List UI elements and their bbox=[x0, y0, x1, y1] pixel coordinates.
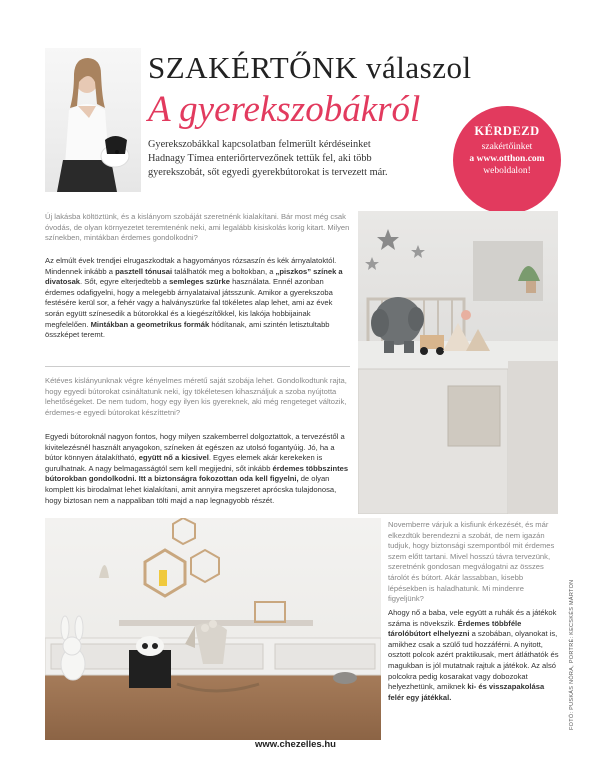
photo-credit-text: FOTÓ: PUSKÁS NÓRA, PORTRÉ: KECSKÉS MÁRTON bbox=[569, 579, 575, 730]
answer-3 bbox=[388, 608, 560, 703]
page-title: SZAKÉRTŐNK válaszol bbox=[148, 50, 472, 85]
answer-1-bold-4: Mintákban a geometrikus formák bbox=[90, 319, 210, 329]
question-2 bbox=[45, 376, 350, 418]
answer-1-part-2: találhatók meg a boltokban, a bbox=[174, 266, 274, 276]
shelves-illustration bbox=[45, 518, 381, 740]
answer-3-bold-2: ki- és visszapakolása felér egy játékkal. bbox=[388, 682, 545, 702]
answer-2-part-2: . Egyes elemek akár kerekeken is gurulhatnak. A nagy belmagasságtól sem kell megijedni, sőt inkább bbox=[45, 453, 323, 473]
answer-2-part-3: de olyan komplett kis birodalmat lehet kialakítani, amit annyira megszeret aprócska tulajdonosa, hogy biztosan nem a nappaliban tölti majd a nap legnagyobb részét. bbox=[45, 474, 337, 505]
badge-line-4: weboldalon! bbox=[483, 166, 531, 176]
nursery-photo bbox=[358, 211, 558, 514]
shelves-photo bbox=[45, 518, 381, 740]
answer-3-part-2: a szobában, olyanokat is, amikhez csak a szülő tud hozzáférni. A nyitott, osztott polcok azért praktikusak, mert átláthatók és magukban is jól mutatnak rajtuk a játékok. Az alsó polcokra pedig kosarakat vagy dobozokat helyezhetünk, amiknek bbox=[388, 629, 559, 692]
answer-1-text bbox=[45, 256, 350, 341]
question-1-text: Új lakásba költöztünk, és a kislányom szobáját szeretnénk kialakítani. Bár most még csak óvodás, de olyan környezetet teremtenénk neki, ami legalább kisiskolás korig kitart. Milyen színekben, mintákban érdemes gondolkodni? bbox=[45, 212, 350, 243]
column-divider bbox=[45, 366, 350, 367]
answer-1-bold-2: „piszkos” színek a divatosak bbox=[45, 266, 343, 287]
question-1 bbox=[45, 212, 350, 244]
answer-1-part-3: . Sőt, egyre elterjedtebb a bbox=[80, 277, 168, 287]
portrait-illustration bbox=[45, 48, 141, 192]
answer-1-part-1: Az elmúlt évek trendjei elrugaszkodtak a hagyományos rózsaszín és kék árnyalatoktól. Mindennek inkább a bbox=[45, 256, 337, 276]
answer-1-bold-3: semleges szürke bbox=[169, 277, 230, 287]
answer-1 bbox=[45, 256, 350, 341]
question-3 bbox=[388, 520, 560, 605]
answer-3-text bbox=[388, 608, 560, 703]
photo-credit bbox=[569, 560, 577, 740]
ask-expert-badge[interactable] bbox=[453, 106, 561, 214]
badge-website[interactable]: a www.otthon.com bbox=[469, 154, 545, 164]
answer-1-part-5: hódítanak, ami szintén letisztultabb összképet teremt. bbox=[45, 319, 330, 340]
intro-text: Gyerekszobákkal kapcsolatban felmerült kérdéseinket Hadnagy Tímea enteriőrtervezőnek tettük fel, aki több gyerekszobát, sőt egyedi gyerekbútorokat is tervezett már. bbox=[148, 139, 388, 178]
answer-2 bbox=[45, 432, 350, 506]
answer-2-bold-2: érdemes többszintes bútorokban gondolkodni. Itt a biztonságra fokozottan oda kell figyelni, bbox=[45, 463, 349, 484]
answer-2-bold-1: együtt nő a kicsivel bbox=[138, 453, 209, 463]
intro-paragraph bbox=[148, 138, 398, 180]
badge-heading: KÉRDEZD bbox=[474, 124, 540, 138]
answer-3-bold-1: Érdemes többféle tárolóbútort elhelyezni bbox=[388, 618, 522, 639]
nursery-illustration bbox=[358, 211, 558, 514]
question-2-text: Kétéves kislányunknak végre kényelmes méretű saját szobája lehet. Gondolkodtunk rajta, hogy egyedi bútorokat csináltatunk neki, így tökéletesen kihasználjuk a szoba nyújtotta lehetőségeket. De nem tudom, hogy egy ilyen kis gyereknek, aki még rengeteget változik, érdemes-e egyedi bútorokat készíttetni? bbox=[45, 376, 347, 417]
expert-portrait bbox=[45, 48, 141, 192]
answer-2-text bbox=[45, 432, 350, 506]
answer-2-part-1: Egyedi bútoroknál nagyon fontos, hogy milyen szakemberrel dolgoztattok, a tervezéstől a kivitelezésnél használt anyagokon, színeken át egészen az utolsó fogantyúig. Jó, ha a bútor könnyen átalakítható, bbox=[45, 432, 345, 463]
answer-1-part-4: használata. Ennél azonban érdemes odafigyelni, hogy a melegebb árnyalataival játsszunk. Amikor a gyerekszoba festésére kerül sor, a fehér vagy a halványszürke fal tökéletes alap lehet, ami az évek során együtt színesedik a bútorokkal és a kiegészítőkkel, kis lakója hobbijainak megfelelően. bbox=[45, 277, 333, 329]
footer-url[interactable]: www.chezelles.hu bbox=[255, 739, 336, 750]
answer-3-part-1: Ahogy nő a baba, vele együtt a ruhák és a játékok száma is növekszik. bbox=[388, 608, 557, 628]
badge-line-2: szakértőinket bbox=[481, 142, 533, 152]
page-subtitle: A gyerekszobákról bbox=[148, 89, 421, 130]
answer-1-bold-1: pasztell tónusai bbox=[115, 266, 173, 276]
question-3-text: Novemberre várjuk a kisfiunk érkezését, és már elkezdtük berendezni a szobát, de nem igazán tudjuk, hogy biztonsági szempontból mit érdemes szem előtt tartani. Mivel hosszú távra tervezünk, szeretnénk gondosan megválogatni az összes tárolót és bútort. Akár lassabban, kisebb lépésekben is haladhatunk. Mi mindenre figyeljünk? bbox=[388, 520, 555, 604]
